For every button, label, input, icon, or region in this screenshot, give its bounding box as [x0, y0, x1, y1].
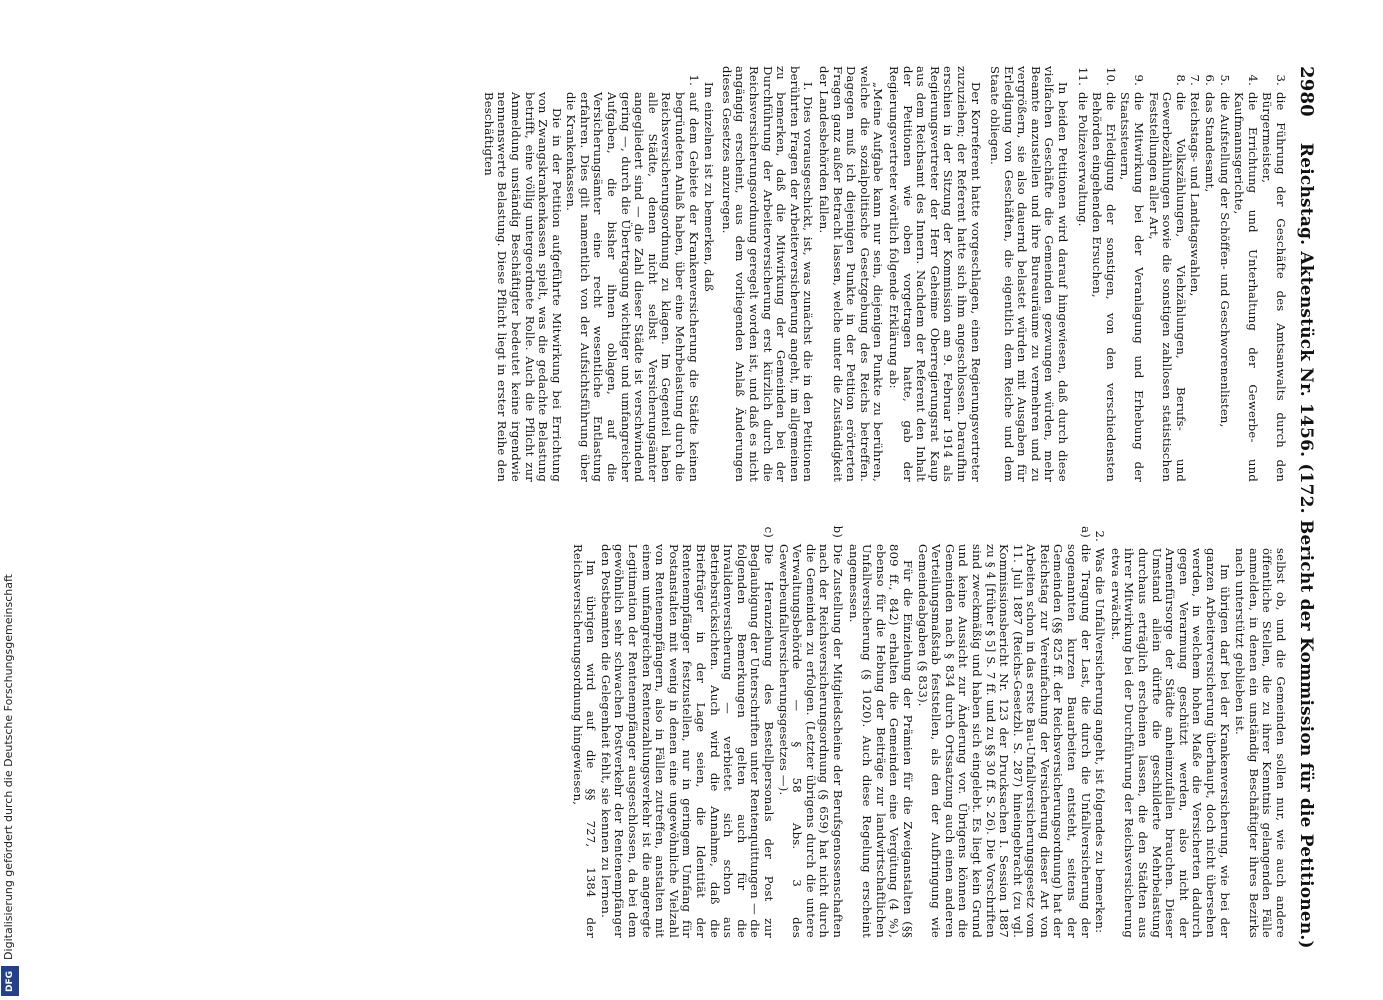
list-text: Die Heranziehung des Bestellpersonals der Post zur Beglaubigung der Unterschriften unter Rentenquittungen — die folgenden Bemerkungen gelten auch für die Invalidenversicherung — verbietet sich schon aus Betriebsrücksichten. Auch wird die Annahme, daß die Briefträger in der Lage seien, die Identität der Rentenempfänger festzustellen, nur in geringem Umfang für Postanstalten mit wenig in denen eine ungewöhnliche Vielzahl von Rentenempfängern, also in Fällen zutreffen, anstalten mit einem umfangreichen Rentenzahlungsverkehr ist die angeregte Legitimation der Rentenempfänger ausgeschlossen, da bei dem gewöhnlich sehr schwachen Postverkehr der Rentenempfänger den Postbeamten die Gelegenheit fehlt, sie kennen zu lernen. [598, 544, 777, 938]
paragraph: Im übrigen darf bei der Krankenversicherung, wie bei der ganzen Arbeiterversicherung überhaupt, doch nicht übersehen werden, in welchem hohen Maße die Versicherten dadurch gegen Verarmung geschützt werden, also nicht der Armenfürsorge der Städte anheimzufallen brauchen. Dieser Umstand allein dürfte die geschilderte Mehrbelastung durchaus erträglich erscheinen lassen, die den Städten aus ihrer Mitwirkung bei der Durchführung der Reichsversicherung etwa erwächst. [1108, 548, 1232, 938]
list-text: die Mitwirkung bei der Veranlagung und Erhebung der Staatssteuern, [1118, 92, 1147, 482]
paragraph: In beiden Petitionen wird darauf hingewiesen, daß durch diese vielfachen Geschäfte die Gemeinden gezwungen würden, mehr Beamte anzustellen und ihre Bureauräume zu vermehren und zu vergrößern, sie also dauernd belastet würden mit Ausgaben für Erledigung von Geschäften, die eigentlich dem Reiche und dem Staate obliegen. [988, 66, 1071, 482]
list-text: die Erledigung der sonstigen, von den verschiedensten Behörden eingehenden Ersuchen, [1090, 92, 1118, 482]
list-text: Die Zustellung der Mitgliedscheine der Berufsgenossenschaften nach der Reichsversicherungsordnung (§ 659) hat nicht durch die Gemeinden zu erfolgen. (Letzter übrigens durch die untere Verwaltungsbehörde — § 58 Abs. 3 des Gewerbeunfallversicherungsgesetzes —). [776, 544, 845, 938]
list-number: 8. [1173, 74, 1188, 86]
list-text: das Standesamt, [1203, 92, 1218, 193]
list-item [1260, 66, 1287, 482]
paragraph: Der Korreferent hatte vorgeschlagen, einen Regierungsvertreter zuzuziehen; der Referent hatte sich ihm angeschlossen. Daraufhin erschien in der Sitzung der Kommission am 9. Februar 1914 als Regierungsvertreter der Herr Geheime Oberregierungsrat Kaup aus dem Reichsamt des Innern. Nachdem der Referent den Inhalt der Petitionen wie oben vorgetragen hatte, gab der Regierungsvertreter wörtlich folgende Erklärung ab: [886, 66, 983, 482]
list-item [1232, 66, 1259, 482]
list-item [1093, 522, 1107, 938]
list-text: die Aufstellung der Schöffen- und Geschworenenlisten, [1217, 92, 1232, 428]
list-text: Was die Unfallversicherung angeht, ist folgendes zu bemerken: [1093, 548, 1108, 934]
list-number: 9. [1132, 74, 1147, 86]
list-number: 5. [1217, 74, 1232, 86]
list-letter: c) [762, 526, 777, 538]
list-text: die Volkszählungen, Viehzählungen, Berufs- und Gewerbezählungen sowie die sonstigen zahllosen statistischen Feststellungen aller Art, [1146, 92, 1188, 482]
list-item [1188, 66, 1202, 482]
list-item [564, 66, 700, 482]
list-item [598, 522, 775, 938]
side-strip [0, 0, 20, 1000]
list-number: 1. [686, 74, 701, 86]
list-text: die Errichtung und Unterhaltung der Gewerbe- und Kaufmannsgerichte, [1232, 92, 1260, 482]
list-text: die Polizeiverwaltung. [1075, 92, 1090, 227]
list-item [1118, 66, 1145, 482]
list-text: auf dem Gebiete der Krankenversicherung die Städte keinen begründeten Anlaß haben, über eine Mehrbelastung durch die Reichsversicherungsordnung zu klagen. Im Gegenteil haben alle Städte, denen nicht selbst Versicherungsämter angegliedert sind — die Zahl dieser Städte ist verschwindend gering —, durch die Übertragung wichtiger und umfangreicher Aufgaben, die bisher ihnen oblagen, auf die Versicherungsämter eine recht wesentliche Entlastung erfahren. Dies gilt namentlich von der Aufsichtsführung über die Krankenkassen. [564, 92, 701, 482]
list-text: die Führung der Geschäfte des Amtsanwalts durch den Bürgermeister, [1260, 92, 1288, 482]
list-letter: b) [831, 525, 845, 538]
list-number: 3. [1274, 74, 1288, 86]
list-number: 7. [1188, 74, 1203, 86]
text-columns [479, 66, 1287, 938]
paragraph: Im einzelnen ist zu bemerken, daß [702, 82, 717, 292]
list-number: 4. [1245, 74, 1260, 86]
list-item [776, 522, 844, 938]
list-number: 6. [1203, 74, 1218, 86]
paragraph: „Meine Aufgabe kann nur sein, diejenigen Punkte zu berühren, welche die sozialpolitische Gesetzgebung des Reichs betreffen. Dagegen muß ich diejenigen Punkte in der Petition erörterten Fragen ganz außer Betracht lassen, welche unter die Zuständigkeit der Landesbehörden fallen. [817, 66, 886, 482]
list-letter: a) [1078, 526, 1093, 538]
list-number: 11. [1075, 66, 1090, 86]
list-item [1075, 66, 1089, 482]
right-column [479, 522, 1287, 938]
list-item [1146, 66, 1187, 482]
document-page [33, 0, 1333, 1000]
list-text: Reichstags- und Landtagswahlen, [1188, 92, 1203, 297]
paragraph: I. Dies vorausgeschickt, ist, was zunächst die in den Petitionen berührten Fragen der Arbeiterversicherung angeht, im allgemeinen zu bemerken, daß die Mitwirkung der Gemeinden bei der Durchführung der Arbeiterversicherung erst kürzlich durch die Reichsversicherungsordnung geregelt worden ist, und daß es nicht angängig erscheint, aus dem vorliegenden Anlaß Änderungen dieses Gesetzes anzuregen. [719, 66, 816, 482]
list-number: 10. [1103, 66, 1118, 86]
page-title: Reichstag. Aktenstück Nr. 1456. (172. Bericht der Kommission für die Petitionen.) [1296, 142, 1316, 949]
list-item [1202, 66, 1216, 482]
page-header [1295, 66, 1317, 949]
paragraph: Die in der Petition aufgeführte Mitwirkung bei Errichtung von Zwangskrankenkassen spielt, was die gedachte Belastung betrifft, eine völlig untergeordnete Rolle. Auch die Pflicht zur Anmeldung unständig Beschäftigter bedeutet keine irgendwie nennenswerte Belastung. Diese Pflicht liegt in erster Reihe den Beschäftigten [481, 92, 564, 482]
paragraph: Für die Einziehung der Prämien für die Zweiganstalten (§§ 809 ff., 842) erhalten die Gemeinden eine Vergütung (4 %), ebenso für die Hebung der Beiträge zur landwirtschaftlichen Unfallversicherung (§ 1020). Auch diese Regelung erscheint angemessen. [846, 544, 915, 938]
paragraph: Im übrigen wird auf die §§ 727, 1384 der Reichsversicherungsordnung hingewiesen, [570, 544, 599, 938]
page-number: 2980 [1296, 66, 1317, 117]
list-item [1090, 66, 1117, 482]
list-text: die Tragung der Last, die durch die Unfallversicherung der sogenannten kurzen Bauarbeiten entsteht, seitens der Gemeinden (§§ 825 ff. der Reichsversicherungsordnung) hat der Reichstag zur Vereinfachung der Versicherung dieser Art von Arbeiten schon in das erste Bau-Unfallversicherungsgesetz vom 11. Juli 1887 (Reichs-Gesetzbl. S. 287) hineingebracht (zu vgl. Kommissionsbericht Nr. 123 der Drucksachen I. Session 1887 zu § 4 [früher § 5] S. 7 ff. und zu §§ 30 ff. S. 26). Die Vorschriften sind zweckmäßig und haben sich eingelebt. Es liegt kein Grund und keine Aussicht zur Änderung vor. Übrigens können die Gemeinden nach § 834 durch Ortssatzung auch einen anderen Verteilungsmaßstab feststellen, als den der Aufbringung wie Gemeindeabgaben (§ 833). [915, 544, 1093, 938]
list-item [1217, 66, 1231, 482]
funding-note: Digitalisierung gefördert durch die Deutsche Forschungsgemeinschaft [2, 574, 15, 960]
left-column [479, 66, 1287, 482]
dfg-logo-icon: DFG [1, 966, 19, 996]
paragraph: selbst ob, und die Gemeinden sollen nur, wie auch andere öffentliche Stellen, die zu ihrer Kenntnis gelangenden Fälle anmelden, in denen ein unständig Beschäftigter ihres Bezirks nach unterstützt geblieben ist. [1233, 548, 1288, 938]
list-number: 2. [1093, 530, 1108, 542]
list-item [915, 522, 1092, 938]
